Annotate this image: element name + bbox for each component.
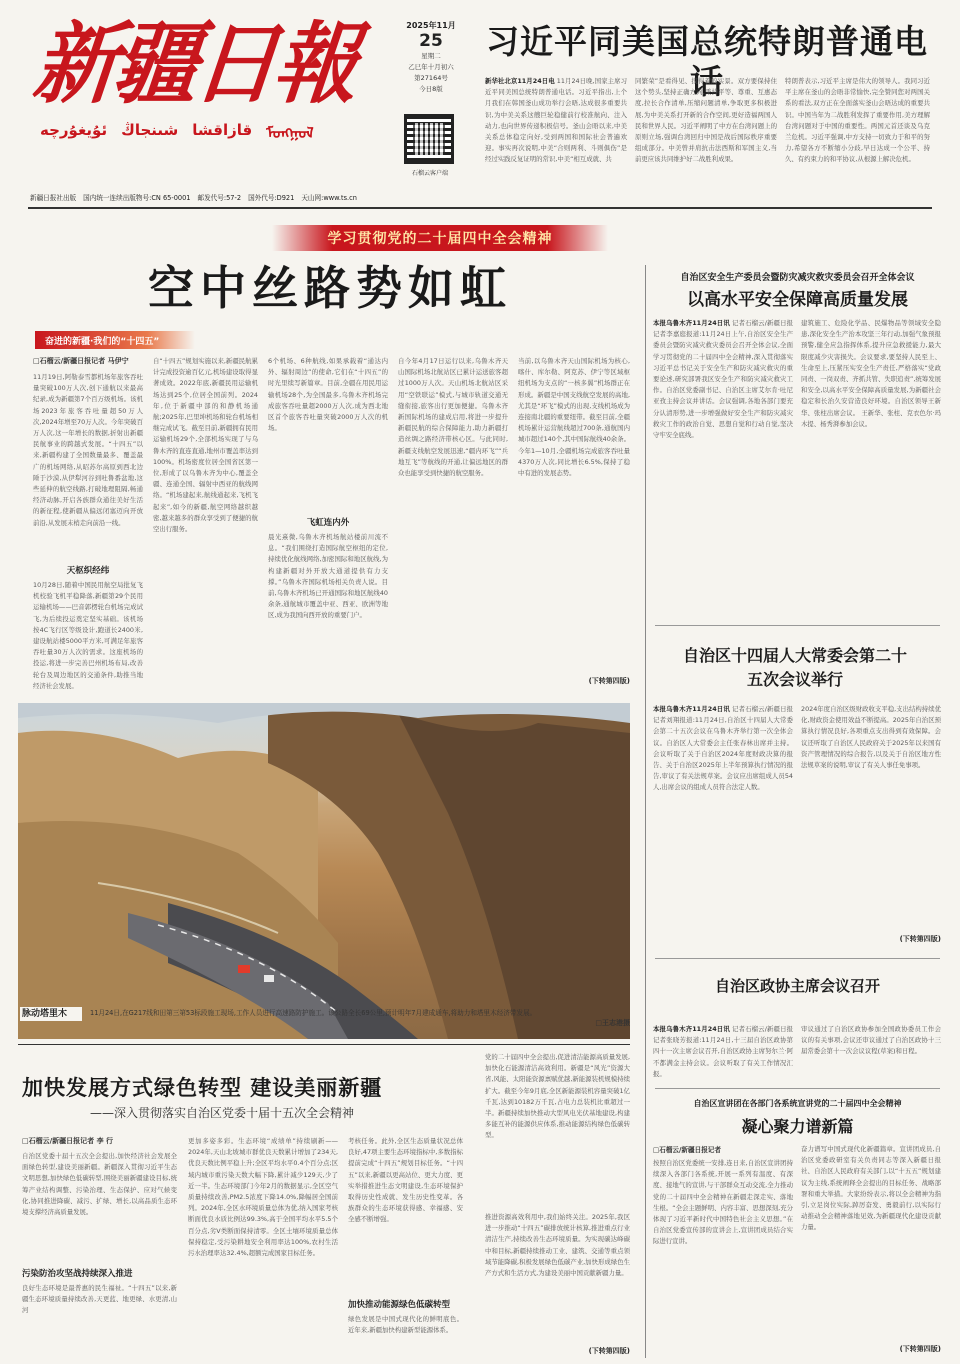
date-year-month: 2025年11月 — [406, 21, 456, 30]
page-count: 今日8版 — [419, 85, 443, 93]
feature-photo — [18, 703, 630, 1039]
main-col-5: 当前,以乌鲁木齐天山国际机场为核心,喀什、库尔勒、阿克苏、伊宁等区域枢纽机场为支点的“一核多翼”机场群正在形成。新疆是中国支线航空发展的高地,尤其是“环飞”模式的出现,支线机场成为连接南北疆的重要纽带。截至目前,全疆机场累计运营航线超过700条,通航国内城市超过140个,其中国际航线40余条。今年1—10月,全疆机场完成旅客吞吐量4370万人次,同比增长6.5%,保持了稳中有进的发展态势。 (下转第四版) — [518, 357, 630, 685]
main-body — [33, 356, 631, 700]
masthead — [0, 0, 480, 190]
main-subhead-1: 天枢织经纬 — [66, 566, 110, 576]
photo-illustration — [18, 703, 630, 1039]
propaganda-byline: □石榴云/新疆日报记者 — [653, 1146, 721, 1154]
npc-headline[interactable]: 自治区十四届人大常委会第二十五次会议举行 — [682, 646, 907, 689]
green-headline[interactable]: 加快发展方式绿色转型 建设美丽新疆 — [22, 1076, 383, 1100]
green-subhead: ——深入贯彻落实自治区党委十届十五次全会精神 — [90, 1106, 355, 1120]
kazakh-script: قازاقشا — [192, 121, 253, 139]
date-day: 25 — [419, 31, 443, 51]
foreign-code: 国外代号:D921 — [248, 194, 295, 202]
lead-col-3: 特朗普表示,习近平主席是伟大的领导人。我同习近平主席在釜山的会晤非常愉快,完全赞同您对两国关系的看法,双方正在全面落实釜山会晤达成的重要共识。中国当年为二战胜利发挥了重要作用,美方理解台湾问题对于中国的重要性。两国元首还谈及乌克兰危机。习近平强调,中方支持一切致力于和平的努力,希望各方不断缩小分歧,早日达成一个公平、持久、有约束力的和平协议,从根源上解决危机。 — [785, 77, 930, 164]
cppcc-headline[interactable]: 自治区政协主席会议召开 — [714, 977, 880, 995]
main-col-3: 6个机场、6种航线,如果承载着“通达内外、辐射周边”的使命,它们在“十四五”的时光里续写新篇章。目前,全疆在用民用运输机场28个,为全国最多,乌鲁木齐机场完成旅客吞吐量超2000万人次,成为西北地区首个旅客吞吐量突破2000万人次的机场。 飞虹连内外 晨光熹微,乌鲁木齐机场航站楼前川流不息。“我们围绕打造国际航空枢纽的定位,持续优化航线网络,加密国际和地区航线,为构建新疆对外开放大通道提供有力支撑。”乌鲁木齐国际机场相关负责人说。目前,乌鲁木齐机场已开通国际和地区航线40余条,通航城市覆盖中亚、西亚、欧洲等地区,成为我国向西开放的重要门户。 — [268, 357, 388, 620]
main-headline[interactable]: 空中丝路势如虹 — [148, 261, 512, 315]
main-subhead-2: 飞虹连内外 — [306, 518, 350, 528]
green-byline: □石榴云/新疆日报记者 李 行 — [22, 1137, 114, 1145]
propaganda-continued[interactable]: (下转第四版) — [899, 1345, 941, 1353]
propaganda-body — [653, 1144, 943, 1358]
green-col-4: 党的二十届四中全会提出,促进清洁能源高质量发展,加快化石能源清洁高效利用。新疆是“风光”资源大省,风能、太阳能资源禀赋优越,新能源装机规模持续扩大。截至今年9月底,全区新能源装机容量突破1亿千瓦,达到10182万千瓦,占电力总装机比重超过一半。新疆持续加快推动大型风电光伏基地建设,构建多能互补的能源供应体系,推动能源结构绿色低碳转型。 推进资源高效利用中,我们始终关注。2025年,我区进一步推动“十四五”碳排放统计核算,推进重点行业清洁生产,持续改善生态环境质量。为实现碳达峰碳中和目标,新疆持续推动工业、建筑、交通等重点领域节能降碳,积极发展绿色低碳产业,加快形成绿色生产方式和生活方式,为建设美丽中国贡献新疆力量。 (下转第四版) — [485, 1053, 630, 1355]
propaganda-headline[interactable]: 凝心聚力谱新篇 — [741, 1117, 854, 1136]
propaganda-col-2: 奋力谱写中国式现代化新疆篇章。宣讲团成员,自治区党委政研室有关负责同志等深入新疆日报社、自治区人民政府有关部门,以“十五五”规划建议为主线,系统阐释全会提出的目标任务、战略部署和重大举措。大家纷纷表示,将以全会精神为指引,立足岗位实际,踔厉奋发、勇毅前行,以实际行动推动全会精神落地见效,为新疆现代化建设贡献力量。 (下转第四版) — [801, 1145, 941, 1353]
cppcc-divider — [655, 1088, 940, 1089]
safety-dateline: 本报乌鲁木齐11月24日讯 — [653, 319, 730, 327]
main-col-4: 自今年4月17日运行以来,乌鲁木齐天山国际机场北航站区已累计运送旅客超过1000万人次。天山机场北航站区采用“空铁联运”模式,与城市轨道交通无缝衔接,旅客出行更加便捷。乌鲁木齐新国际机场的建成启用,将进一步提升新疆民航的综合保障能力,助力新疆打造丝绸之路经济带核心区。与此同时,新疆支线航空发展迅速,“疆内环飞”“兵地互飞”等航线的开通,让偏远地区的群众也能享受到快捷的航空服务。 — [398, 357, 508, 478]
photo-label: 脉动塔里木 — [20, 1007, 82, 1021]
safety-headline[interactable]: 以高水平安全保障高质量发展 — [687, 290, 908, 310]
main-tag — [35, 331, 195, 349]
minority-scripts — [40, 118, 370, 142]
cn-number: 国内统一连续出版物号:CN 65-0001 — [83, 194, 191, 202]
uyghur-script: ئۇيغۇرچە — [40, 121, 108, 139]
main-col-1: □石榴云/新疆日报记者 马伊宁 11月19日,阿勒泰雪都机场年旅客吞吐量突破100万人次,创下通航以来最高纪录,成为新疆第7个百万级机场。该机场2023年旅客吞吐量超50万人次,2024年增至70万人次。今年突破百万人次,这一年增长的数据,折射出新疆民航事业的跨越式发展。“十四五”以来,新疆构建了全国数量最多、覆盖最广的机场网络,从昭苏尔高原到西北边陲于沙漠,从伊犁河谷到吐鲁番盆地,这些延伸的航空线路,打破地理阻隔,畅通经济动脉,开启各族群众通往美好生活的新征程,使新疆从偏远闭塞迈向开放前沿,从发展末梢走向前沿一线。 天枢织经纬 10月28日,随着中国民用航空局批复飞机校验飞机平稳降落,新疆第29个民用运输机场——巴音郭楞轮台机场完成试飞,为后续投运奠定坚实基础。该机场按4C飞行区等级设计,跑道长2400米,建设航站楼5000平方米,可满足年旅客吞吐量30万人次的需求。这座机场的投运,将进一步完善巴州机场布局,改善轮台及周边地区的交通条件,助推当地经济社会发展。 — [33, 357, 143, 690]
photo-credit: □王志港摄 — [595, 1019, 630, 1027]
main-col-2: 自“十四五”规划实施以来,新疆民航累计完成投资逾百亿元,机场建设取得显著成效。2022年底,新疆民用运输机场达到25个,位居全国前列。2024年,位于新疆中部的和静机场通航;2025年,巴里坤机场和轮台机场相继完成试飞。截至目前,新疆拥有民用运输机场29个,全部机场实现了与乌鲁木齐的直连直通,地州市覆盖率达到100%。机场密度位居全国省区第一位,形成了以乌鲁木齐为中心,覆盖全疆、连通全国、辐射中西亚的航线网络。“机场建起来,航线通起来,飞机飞起来”,如今的新疆,航空网络越织越密,越来越多的群众享受到了便捷的航空出行服务。 — [153, 357, 258, 534]
propaganda-col-1: 按照自治区党委统一安排,连日来,自治区宣讲团持续深入各部门各系统,开展一系列有温度、有深度、接地气的宣讲,与干部群众互动交流,全力推动党的二十届四中全会精神在新疆走深走实、落地生根。“全会主题鲜明、内容丰富、思想深刻,充分体现了习近平新时代中国特色社会主义思想。”在自治区党委宣传部的宣讲会上,宣讲团成员结合实际进行宣讲。 — [653, 1159, 793, 1246]
lead-col-1: 新华社北京11月24日电 11月24日晚,国家主席习近平同美国总统特朗普通电话。习近平指出,上个月我们在韩国釜山成功举行会晤,达成很多重要共识,为中美关系这艘巨轮稳健前行校准航向、注入动力,也向世界传递积极信号。釜山会晤以来,中美关系总体稳定向好,受到两国和国际社会普遍欢迎。事实再次说明,中美“合则两利、斗则俱伤”是经过实践反复证明的常识,中美“相互成就、共 — [485, 77, 627, 164]
safety-col-1: 本报乌鲁木齐11月24日讯 记者石榴云/新疆日报记者李嘉庭报道:11月24日上午,自治区安全生产委员会暨防灾减灾救灾委员会召开全体会议,全面学习贯彻党的二十届四中全会精神,深入贯彻落实习近平总书记关于安全生产和防灾减灾救灾的重要论述,研究部署我区安全生产和防灾减灾救灾工作。自治区党委副书记、自治区主席艾尔肯·吐尼亚孜主持会议并讲话。会议强调,各地各部门要充分认清形势,进一步增强做好安全生产和防灾减灾救灾工作的政治自觉、思想自觉和行动自觉,坚决守牢安全底线。 — [653, 319, 793, 440]
npc-body — [653, 704, 943, 950]
main-tag-text: 奋进的新疆·我们的“十四五” — [45, 336, 160, 347]
propaganda-kicker: 自治区宣讲团在各部门各系统宣讲党的二十届四中全会精神 — [693, 1099, 902, 1108]
green-col-2: 更加多姿多彩。生态环境“成绩单”持续刷新——2024年,天山北坡城市群优良天数累计增加了234天,优良天数比例平稳上升;全区平均水平0.4个百分点;区域内城市重污染天数大幅下降,累计减少129天,少了近一半。生态环境部门今年2月的数据显示,全区空气质量持续改善,PM2.5浓度下降14.0%,降幅居全国前列。2024年,全区水环境质量总体为优,纳入国家考核断面优良水质比例达99.3%,高于全国平均水平5.5个百分点,劣Ⅴ类断面保持清零。全区土壤环境质量总体保持稳定,受污染耕地安全利用率达100%,农村生活污水治理率达32.4%,超额完成国家目标任务。 — [188, 1137, 338, 1258]
mongolian-script: ᠮᠣᠩᠭᠣᠯ — [266, 124, 314, 142]
green-col-1: □石榴云/新疆日报记者 李 行 自治区党委十届十五次全会提出,加快经济社会发展全面绿色转型,建设美丽新疆。新疆深入贯彻习近平生态文明思想,加快绿色低碳转型,围绕美丽新疆建设目标,统筹产业结构调整、污染治理、生态保护、应对气候变化,协同推进降碳、减污、扩绿、增长,以高品质生态环境支撑经济高质量发展。 污染防治攻坚战持续深入推进 良好生态环境是最普惠的民生福祉。“十四五”以来,新疆生态环境质量持续改善,天更蓝、地更绿、水更清,山河 — [22, 1137, 177, 1315]
lead-body — [485, 76, 930, 202]
masthead-divider — [28, 207, 932, 209]
newspaper-logo — [28, 11, 414, 116]
photo-caption: 11月24日,在G217线和田第三第53标段施工现场,工作人员进行高速路防护施工。该公路全长69公里,预计明年7月建成通车,将助力和塔里木经济带发展。 □王志港摄 — [90, 1009, 630, 1027]
theme-banner — [272, 225, 608, 251]
cppcc-dateline: 本报乌鲁木齐11月24日讯 — [653, 1025, 730, 1033]
npc-dateline: 本报乌鲁木齐11月24日讯 — [653, 705, 730, 713]
website: 天山网:www.ts.cn — [301, 194, 357, 202]
cppcc-col-1: 本报乌鲁木齐11月24日讯 记者石榴云/新疆日报记者张晓芳报道:11月24日,十三届自治区政协第四十一次主席会议召开,自治区政协主席努尔兰·阿不都满金主持会议。会议听取了有关工作情况汇报。 — [653, 1025, 793, 1078]
qr-code[interactable] — [404, 114, 454, 164]
green-col-3: 考核任务。此外,全区生态质量状况总体良好,47项主要生态环境指标中,多数指标提前完成“十四五”规划目标任务。“十四五”以来,新疆以更高站位、更大力度、更实举措推进生态文明建设,生态环境保护取得历史性成就、发生历史性变革。各族群众的生态环境获得感、幸福感、安全感不断增强。 加快推动能源绿色低碳转型 绿色发展是中国式现代化的鲜明底色。近年来,新疆加快构建新型能源体系。 — [348, 1137, 463, 1335]
publication-info-line — [30, 192, 450, 204]
weekday: 星期二 — [421, 52, 441, 60]
green-subhead-1: 污染防治攻坚战持续深入推进 — [22, 1269, 133, 1279]
cppcc-col-2: 审议通过了自治区政协参加全国政协委员工作会议的有关事项,会议还审议通过了自治区政协十三届常委会第十一次会议议程(草案)和日程。 — [801, 1025, 941, 1056]
safety-names: 王新华、张柱、克衣色尔·玛木提、杨秀湃参加会议。 — [801, 408, 941, 428]
uyghur-script-2: شىنجاڭ — [121, 121, 179, 139]
npc-col-1: 本报乌鲁木齐11月24日讯 记者石榴云/新疆日报记者刘翔报道:11月24日,自治区十四届人大常委会第二十五次会议在乌鲁木齐举行第一次全体会议。自治区人大常委会主任张春林出席并主持。会议听取了关于自治区2024年度财政决算的报告、关于自治区2025年上半年预算执行情况的报告,审议了有关法规草案。会议应出席组成人员54人,出席会议的组成人员符合法定人数。 — [653, 705, 793, 792]
post-code: 邮发代号:57-2 — [197, 194, 242, 202]
npc-divider — [655, 958, 940, 959]
lunar-date: 乙巳年十月初六 — [408, 63, 454, 71]
safety-kicker: 自治区安全生产委员会暨防灾减灾救灾委员会召开全体会议 — [680, 273, 915, 283]
safety-col-2: 建筑施工、危险化学品、民爆物品等领域安全隐患,深化安全生产治本攻坚三年行动,加强气象预报预警,健全应急指挥体系,提升应急救援能力,最大限度减少灾害损失。会议要求,要坚持人民至上、生命至上,压紧压实安全生产责任,严格落实“党政同责、一岗双责、齐抓共管、失职追责”,统筹发展和安全,以高水平安全保障高质量发展,为新疆社会稳定和长治久安营造良好环境。自治区领导王新华、张柱出席会议。 王新华、张柱、克衣色尔·玛木提、杨秀湃参加会议。 — [801, 319, 941, 428]
date-block — [392, 20, 470, 110]
logo-text: 新疆日報 — [28, 11, 360, 116]
lead-headline[interactable]: 习近平同美国总统特朗普通电话 — [486, 22, 928, 101]
main-byline: □石榴云/新疆日报记者 马伊宁 — [33, 357, 129, 365]
app-label: 石榴云客户端 — [411, 170, 448, 177]
npc-continued[interactable]: (下转第四版) — [899, 935, 941, 943]
cppcc-body — [653, 1024, 943, 1082]
banner-text: 学习贯彻党的二十届四中全会精神 — [327, 231, 553, 247]
lead-dateline: 新华社北京11月24日电 — [485, 77, 555, 85]
safety-divider — [655, 625, 940, 626]
right-column-divider — [645, 265, 646, 1358]
green-continued[interactable]: (下转第四版) — [588, 1347, 630, 1355]
green-subhead-2: 加快推动能源绿色低碳转型 — [348, 1300, 451, 1310]
lead-col-2: 同繁荣”是看得见、摸得着的实景。双方要保持住这个势头,坚持正确方向,秉持平等、尊重、互惠态度,拉长合作清单,压缩问题清单,争取更多积极进展,为中美关系打开新的合作空间,更好造福两国人民和世界人民。习近平阐明了中方在台湾问题上的原则立场,强调台湾回归中国是战后国际秩序重要组成部分。中美曾并肩抗击法西斯和军国主义,当前更应该共同维护好二战胜利成果。 — [635, 77, 777, 164]
main-continued[interactable]: (下转第四版) — [588, 677, 630, 685]
issue-number: 第27164号 — [414, 74, 448, 82]
npc-col-2: 2024年度自治区级财政收支平稳,支出结构持续优化,财政资金使用效益不断提高。2025年自治区预算执行情况良好,各项重点支出得到有效保障。会议还听取了自治区人民政府关于2025年以来国有资产管理情况的综合报告,以及关于自治区地方性法规草案的说明,审议了有关人事任免事项。 (下转第四版) — [801, 705, 941, 943]
safety-body — [653, 318, 943, 608]
publisher: 新疆日报社出版 — [30, 194, 77, 202]
main-bottom-divider — [18, 1044, 630, 1045]
